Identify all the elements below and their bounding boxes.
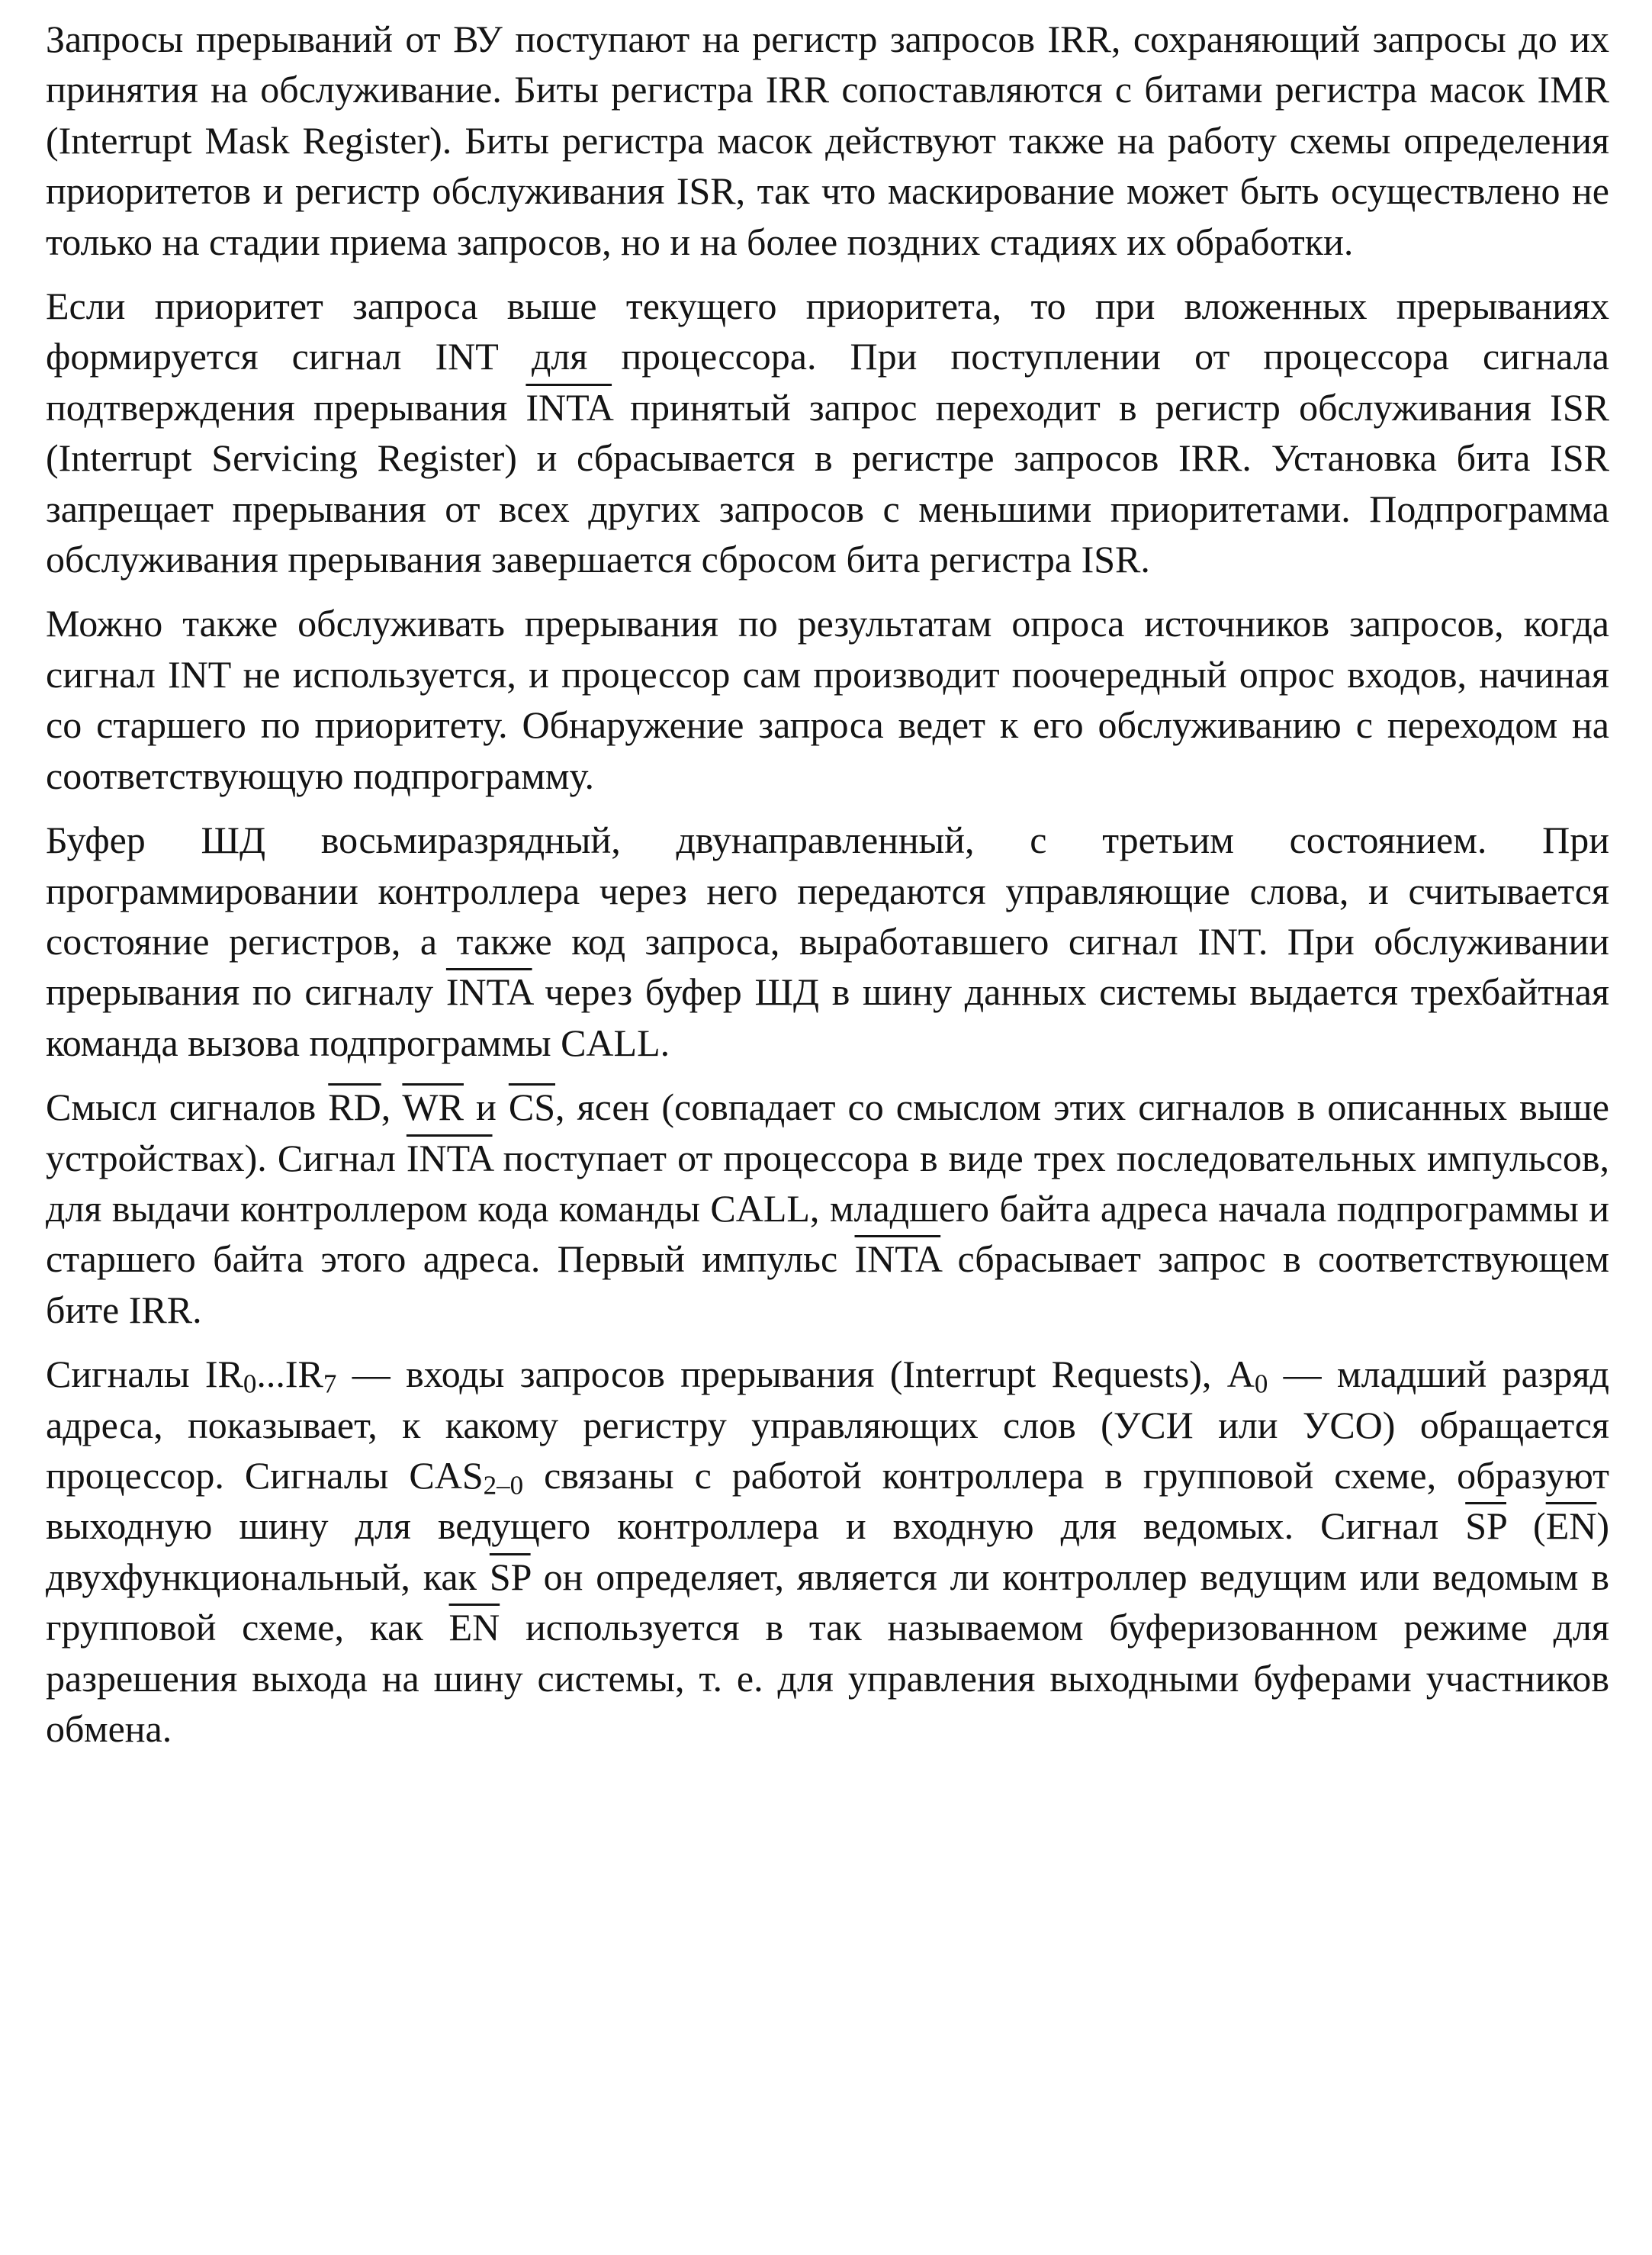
text-run: связаны с работой контроллера в групповой схеме, образуют выходную шину для ведущего контроллера и входную для ведомых. Сигнал (46, 1453, 1609, 1548)
text-run: сбрасывает запрос в соответствующем бите IRR. (46, 1237, 1609, 1331)
paragraph-5 (46, 1082, 1609, 1335)
paragraph-2 (46, 281, 1609, 584)
overlined-signal: $\overline{CS}$ (508, 1086, 556, 1129)
text-run: Можно также обслуживать прерывания по результатам опроса источников запросов, когда сигнал INT не используется, и процессор сам производит поочередный опрос входов, начиная со старшего по приоритету. Обнаружение запроса ведет к его обслуживанию с переходом на соответствующую подпрограмму. (46, 602, 1609, 797)
overlined-signal: INTA (854, 1237, 941, 1281)
text-run: принятый запрос переходит в регистр обслуживания ISR (Interrupt Servicing Register) и сбрасывается в регистре запросов IRR. Установка бита ISR запрещает прерывания от всех других запросов с меньшими приоритетами. Подпрограмма обслуживания прерывания завершается сбросом бита регистра ISR. (46, 385, 1609, 581)
paragraph-4 (46, 815, 1609, 1068)
text-run: Запросы прерываний от ВУ поступают на регистр запросов IRR, сохраняющий запросы до их принятия на обслуживание. Биты регистра IRR сопоставляются с битами регистра масок IMR (Interrupt Mask Register). Биты регистра масок действуют также на работу схемы определения приоритетов и регистр обслуживания ISR, так что маскирование может быть осуществлено не только на стадии приема запросов, но и на более поздних стадиях их обработки. (46, 18, 1609, 263)
text-run: — входы запросов прерывания (Interrupt Requests), A (336, 1353, 1255, 1396)
subscript-text: 0 (243, 1369, 257, 1399)
text-run: Если приоритет запроса выше текущего приоритета, то при вложенных прерываниях формируется сигнал INT для процессора. При поступлении от процессора сигнала подтверждения прерывания (46, 285, 1609, 429)
paragraph-6 (46, 1349, 1609, 1754)
overlined-signal: $\overline{EN}$ (448, 1606, 500, 1649)
overlined-signal: $\overline{SP}$ (489, 1555, 531, 1598)
overlined-signal: $\overline{RD}$ (328, 1086, 381, 1129)
text-run: ) двухфункциональный, как (46, 1504, 1609, 1598)
text-run: через буфер ШД в шину данных системы выдается трехбайтная команда вызова подпрограммы CALL. (46, 970, 1609, 1064)
overlined-signal: INTA (525, 385, 612, 429)
text-run: ...IR (256, 1353, 323, 1396)
text-run: — младший разряд адреса, показывает, к какому регистру управляющих слов (УСИ или УСО) обращается процессор. Сигналы CAS (46, 1353, 1609, 1497)
text-run: Сигналы IR (46, 1353, 243, 1396)
paragraph-1 (46, 14, 1609, 267)
text-run: поступает от процессора в виде трех последовательных импульсов, для выдачи контроллером кода команды CALL, младшего байта адреса начала подпрограммы и старшего байта этого адреса. Первый импульс (46, 1136, 1609, 1281)
overlined-signal: $\overline{EN}$ (1545, 1504, 1597, 1548)
text-run: Буфер ШД восьмиразрядный, двунаправленный, с третьим состоянием. При программировании контроллера через него передаются управляющие слова, и считывается состояние регистров, а также код запроса, выработавшего сигнал INT. При обслуживании прерывания по сигналу (46, 819, 1609, 1014)
text-run: он определяет, является ли контроллер ведущим или ведомым в групповой схеме, как (46, 1555, 1609, 1649)
overlined-signal: INTA (406, 1136, 493, 1179)
text-run: используется в так называемом буферизованном режиме для разрешения выхода на шину системы, т. е. для управления выходными буферами участников обмена. (46, 1606, 1609, 1750)
paragraph-3 (46, 598, 1609, 801)
overlined-signal: $\overline{SP}$ (1465, 1504, 1506, 1548)
overlined-signal: INTA (445, 970, 532, 1014)
text-run: , ясен (совпадает со смыслом этих сигналов в описанных выше устройствах). Сигнал (46, 1086, 1609, 1179)
text-run: Смысл сигналов (46, 1086, 329, 1129)
text-run: , (381, 1086, 403, 1129)
document-page (46, 14, 1609, 1754)
text-run: и (463, 1086, 509, 1129)
text-run: ( (1506, 1504, 1546, 1548)
subscript-text: 0 (1254, 1369, 1268, 1399)
overlined-signal: $\overline{WR}$ (402, 1086, 464, 1129)
subscript-text: 2–0 (483, 1470, 524, 1501)
subscript-text: 7 (323, 1369, 337, 1399)
